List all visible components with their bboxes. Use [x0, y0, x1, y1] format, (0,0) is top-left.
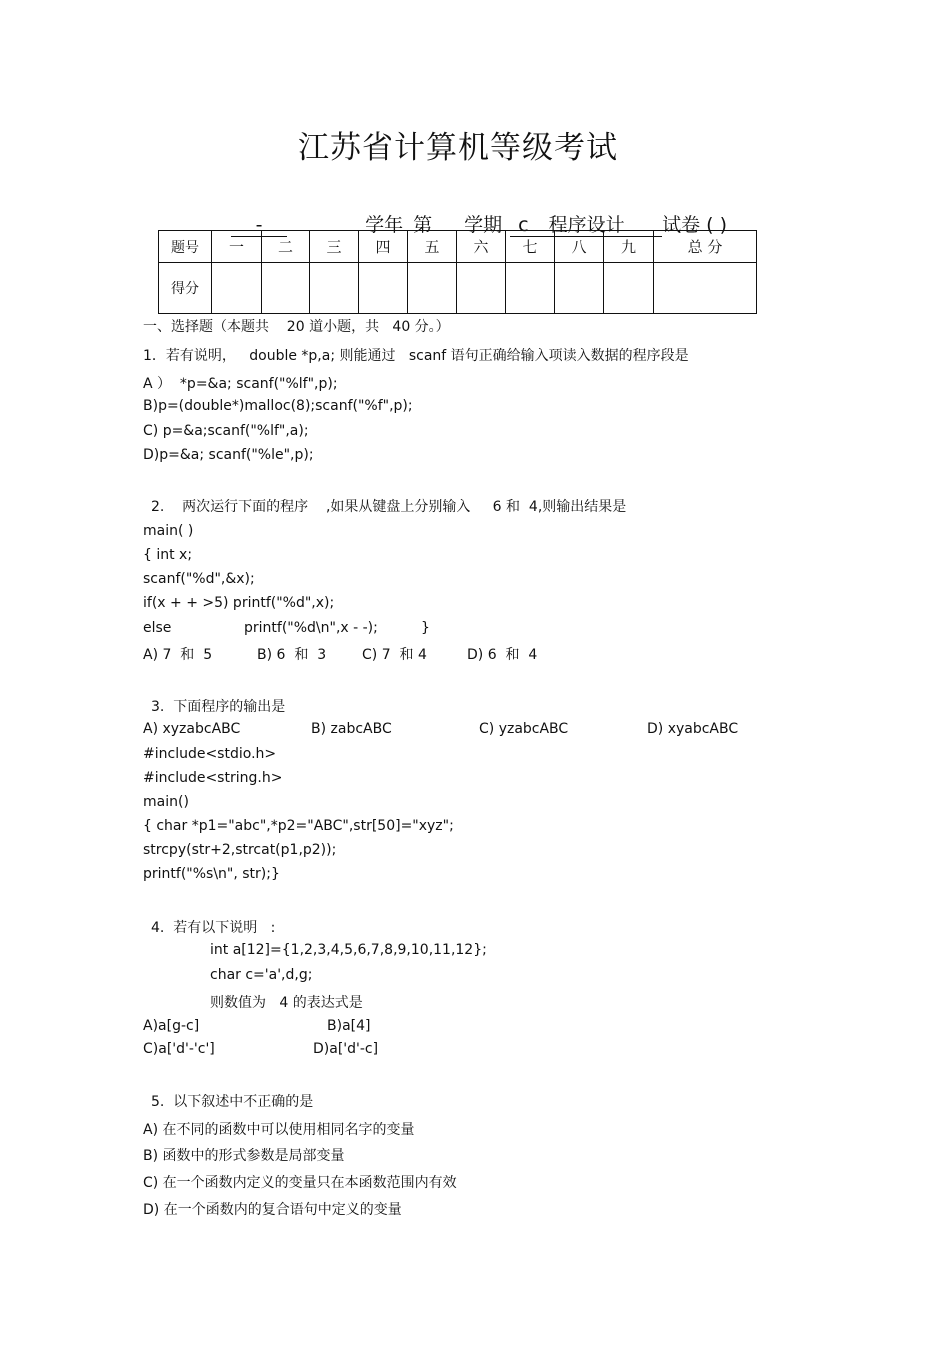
- question-stem: 1．若有说明， double *p,a; 则能通过 scanf 语句正确给输入项读入数据的程序段是: [143, 348, 689, 364]
- score-table-score-row: [159, 263, 757, 314]
- code-line: if(x + + >5) printf("%d",x);: [143, 595, 335, 611]
- score-cell[interactable]: [408, 263, 457, 314]
- code-line: main( ): [143, 523, 194, 539]
- col-header: 三: [310, 231, 359, 263]
- option-c: C) 7 和 4: [362, 647, 427, 663]
- score-cell[interactable]: [359, 263, 408, 314]
- option-d: D) 6 和 4: [467, 647, 538, 663]
- year-word: 学年: [365, 214, 404, 236]
- score-cell[interactable]: [555, 263, 604, 314]
- option-b: B) zabcABC: [311, 721, 392, 737]
- score-cell-total[interactable]: [654, 263, 757, 314]
- paper-word: 试卷 ( ): [662, 214, 728, 236]
- score-cell[interactable]: [506, 263, 555, 314]
- option-b: B) 函数中的形式参数是局部变量: [143, 1148, 345, 1164]
- code-line: scanf("%d",&x);: [143, 571, 255, 587]
- option-c: C)a['d'-'c']: [143, 1041, 215, 1057]
- col-header: 九: [604, 231, 654, 263]
- option-b: B)a[4]: [327, 1018, 371, 1034]
- col-header: 二: [262, 231, 310, 263]
- col-header: 六: [457, 231, 506, 263]
- code-line: 则数值为 4 的表达式是: [210, 995, 363, 1011]
- code-line: #include<stdio.h>: [143, 746, 277, 762]
- col-header-total: 总 分: [654, 231, 757, 263]
- question-stem: 2. 两次运行下面的程序 ,如果从键盘上分别输入 6 和 4,则输出结果是: [151, 499, 627, 515]
- code-line: { int x;: [143, 547, 193, 563]
- code-line: printf("%s\n", str);}: [143, 866, 280, 882]
- col-header: 四: [359, 231, 408, 263]
- option-c: C) p=&a;scanf("%lf",a);: [143, 423, 309, 439]
- score-cell[interactable]: [604, 263, 654, 314]
- option-c: C) yzabcABC: [479, 721, 569, 737]
- option-a: A)a[g-c]: [143, 1018, 200, 1034]
- section-heading: 一、选择题（本题共 20 道小题，共 40 分。）: [143, 319, 450, 335]
- option-d: D) 在一个函数内的复合语句中定义的变量: [143, 1202, 402, 1218]
- score-cell[interactable]: [262, 263, 310, 314]
- question-stem: 4. 若有以下说明 :: [151, 920, 276, 936]
- option-a: A ） *p=&a; scanf("%lf",p);: [143, 376, 338, 392]
- code-line: { char *p1="abc",*p2="ABC",str[50]="xyz";: [143, 818, 454, 834]
- score-cell[interactable]: [457, 263, 506, 314]
- page-title: 江苏省计算机等级考试: [298, 130, 618, 166]
- option-d: D) xyabcABC: [647, 721, 739, 737]
- row-label-score: 得分: [159, 263, 212, 314]
- question-stem: 3. 下面程序的输出是: [151, 699, 286, 715]
- code-line: main(): [143, 794, 189, 810]
- subject-letter: c: [518, 214, 529, 236]
- term-prefix: 第: [413, 214, 433, 236]
- option-b: B)p=(double*)malloc(8);scanf("%f",p);: [143, 398, 413, 414]
- code-else-stmt: printf("%d\n",x - -);: [244, 620, 378, 636]
- score-cell[interactable]: [310, 263, 359, 314]
- col-header: 七: [506, 231, 555, 263]
- code-line: char c='a',d,g;: [210, 967, 313, 983]
- code-else: else: [143, 620, 172, 636]
- option-d: D)a['d'-c]: [313, 1041, 379, 1057]
- question-stem: 5. 以下叙述中不正确的是: [151, 1094, 314, 1110]
- option-b: B) 6 和 3: [257, 647, 327, 663]
- option-c: C) 在一个函数内定义的变量只在本函数范围内有效: [143, 1175, 457, 1191]
- score-cell[interactable]: [212, 263, 262, 314]
- col-header: 五: [408, 231, 457, 263]
- subject-word: 程序设计: [548, 214, 625, 236]
- col-header: 一: [212, 231, 262, 263]
- option-a: A) 7 和 5: [143, 647, 213, 663]
- option-a: A) xyzabcABC: [143, 721, 241, 737]
- col-header: 八: [555, 231, 604, 263]
- term-word: 学期: [464, 214, 503, 236]
- option-a: A) 在不同的函数中可以使用相同名字的变量: [143, 1122, 415, 1138]
- score-table-header-row: [159, 231, 757, 263]
- option-d: D)p=&a; scanf("%le",p);: [143, 447, 314, 463]
- code-line: strcpy(str+2,strcat(p1,p2));: [143, 842, 337, 858]
- row-label-question-no: 题号: [159, 231, 212, 263]
- year-blank-1: -: [231, 214, 287, 237]
- code-brace: }: [421, 620, 430, 636]
- score-table: [158, 230, 757, 314]
- code-line: #include<string.h>: [143, 770, 283, 786]
- code-line: int a[12]={1,2,3,4,5,6,7,8,9,10,11,12};: [210, 942, 487, 958]
